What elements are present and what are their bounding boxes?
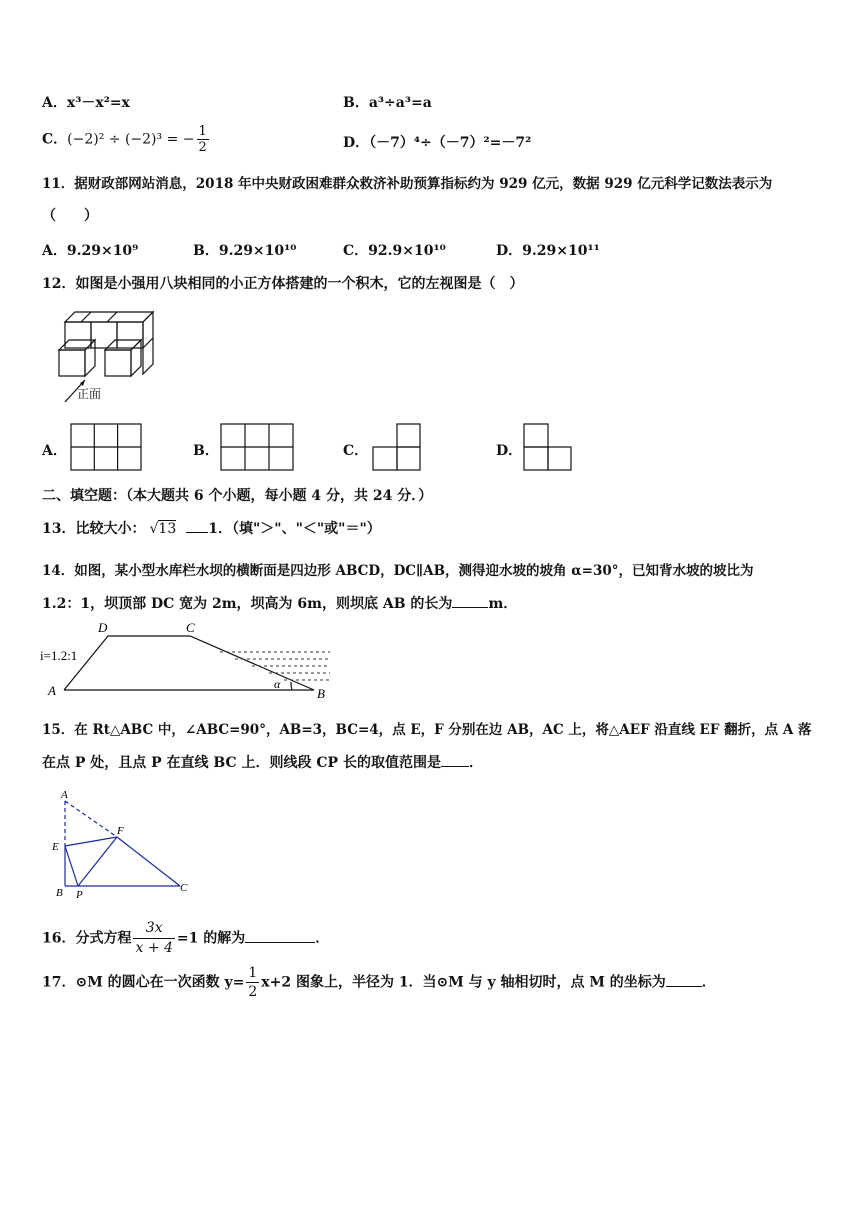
q16-denominator: x + 4 — [135, 940, 173, 956]
q12-option-a-label: A． — [42, 443, 67, 459]
q15-label-f: F — [117, 825, 124, 837]
q11-answer-bracket: （ ） — [42, 208, 98, 224]
q10-option-a-text: x³－x²=x — [66, 95, 130, 111]
q11-option-a: A．9.29×10⁹ — [42, 243, 139, 259]
q14-answer-blank — [452, 607, 488, 608]
q13-suffix: 1．（填"＞"、"＜"或"＝"） — [208, 521, 381, 537]
q17: 17．⊙M 的圆心在一次函数 y= $\frac{1}{2}$ x+2 图象上，半径为 1．当⊙M 与 y 轴相切时，点 M 的坐标为 ． — [42, 965, 716, 1000]
q12-option-c-figure — [372, 423, 422, 471]
q14-unit: m． — [488, 596, 518, 612]
q16-answer-blank — [245, 942, 315, 943]
q10-option-b-text: a³÷a³=a — [368, 95, 432, 111]
q15-triangle-figure — [50, 788, 200, 901]
q14-angle-alpha: α — [274, 677, 281, 691]
q12-front-label: 正面 — [77, 387, 102, 401]
q15-stem-line1: 15．在 Rt△ABC 中，∠ABC=90°，AB=3，BC=4，点 E，F 分别在边 AB，AC 上，将△AEF 沿直线 EF 翻折，点 A 落 — [42, 722, 812, 738]
q14-slope-ratio: i=1.2:1 — [40, 648, 78, 663]
q12-option-d-label: D． — [496, 443, 523, 459]
q17-suffix: x+2 图象上，半径为 1．当⊙M 与 y 轴相切时，点 M 的坐标为 — [261, 974, 666, 991]
section-2-title: 二、填空题：（本大题共 6 个小题，每小题 4 分，共 24 分．） — [42, 488, 433, 504]
q16-numerator: 3x — [133, 919, 174, 939]
q16-suffix: =1 的解为 — [176, 930, 246, 947]
q14-stem-line2 — [42, 593, 517, 613]
q12-option-a-figure — [70, 423, 142, 471]
q10-option-c-label: C． — [42, 131, 68, 148]
q11-option-d: D．9.29×10¹¹ — [496, 243, 600, 259]
q11-option-b: B．9.29×10¹⁰ — [193, 243, 297, 259]
q14-stem-line2-text: 1.2：1，坝顶部 DC 宽为 2m，坝高为 6m，则坝底 AB 的长为 — [42, 596, 453, 612]
q10-option-a — [42, 92, 130, 112]
q10-option-b — [343, 92, 432, 112]
q10-c-numerator: 1 — [198, 124, 207, 139]
q10-option-c-fraction — [197, 124, 209, 155]
q14-dam-figure — [40, 618, 340, 700]
q17-answer-blank — [666, 986, 702, 987]
q17-fraction — [246, 964, 259, 1001]
q17-numerator: 1 — [248, 965, 258, 981]
q12-option-d-figure — [523, 423, 573, 471]
q14-label-d: D — [98, 620, 108, 635]
q13 — [42, 518, 381, 538]
q12-stem: 12．如图是小强用八块相同的小正方体搭建的一个积木，它的左视图是（ ） — [42, 276, 524, 292]
q12-cube-figure — [55, 310, 165, 405]
q15-stem-line2-text: 在点 P 处，且点 P 在直线 BC 上．则线段 CP 长的取值范围是 — [42, 755, 441, 771]
q14-label-c: C — [186, 620, 195, 635]
q15-label-p: P — [76, 889, 83, 901]
q16-prefix: 16．分式方程 — [42, 930, 132, 947]
q15-answer-blank — [441, 766, 469, 767]
q13-sqrt: √13 — [149, 521, 177, 537]
q11-stem: 11．据财政部网站消息，2018 年中央财政困难群众救济补助预算指标约为 929 亿元，数据 929 亿元科学记数法表示为 — [42, 176, 773, 192]
q10-option-a-label: A． — [42, 95, 67, 111]
q10-c-denominator: 2 — [198, 140, 207, 155]
q10-option-c-expr: (−2)² ÷ (−2)³ = − — [67, 131, 195, 148]
q13-radicand: 13 — [158, 521, 177, 537]
q14-stem-line1: 14．如图，某小型水库栏水坝的横断面是四边形 ABCD，DC∥AB，测得迎水坡的坡角 α=30°，已知背水坡的坡比为 — [42, 563, 754, 579]
q13-prefix: 13．比较大小： — [42, 521, 146, 537]
q15-label-a: A — [61, 789, 68, 801]
q15-label-b: B — [56, 887, 63, 899]
q15-stem-line2: 在点 P 处，且点 P 在直线 BC 上．则线段 CP 长的取值范围是 ． — [42, 755, 483, 771]
q10-option-d-text: （－7）⁴÷（－7）²=－7² — [369, 135, 532, 151]
q10-option-d-label: D． — [343, 135, 370, 151]
q16-fraction — [133, 919, 174, 958]
q12-option-c-label: C． — [343, 443, 369, 459]
q10-option-d — [343, 132, 531, 152]
q12-option-b-figure — [220, 423, 294, 471]
q17-denominator: 2 — [248, 984, 258, 1000]
q17-prefix: 17．⊙M 的圆心在一次函数 y= — [42, 974, 245, 991]
q12-option-b-label: B． — [193, 443, 219, 459]
q13-answer-blank — [186, 532, 208, 533]
q15-label-c: C — [180, 882, 188, 894]
q10-option-c — [42, 124, 211, 155]
q10-option-b-label: B． — [343, 95, 369, 111]
q16: 16．分式方程 $\frac{3x}{x + 4}$ =1 的解为 ． — [42, 920, 330, 956]
q15-label-e: E — [52, 841, 59, 853]
q14-label-a: A — [48, 683, 56, 698]
q11-option-c: C．92.9×10¹⁰ — [343, 243, 446, 259]
q14-label-b: B — [317, 686, 325, 701]
